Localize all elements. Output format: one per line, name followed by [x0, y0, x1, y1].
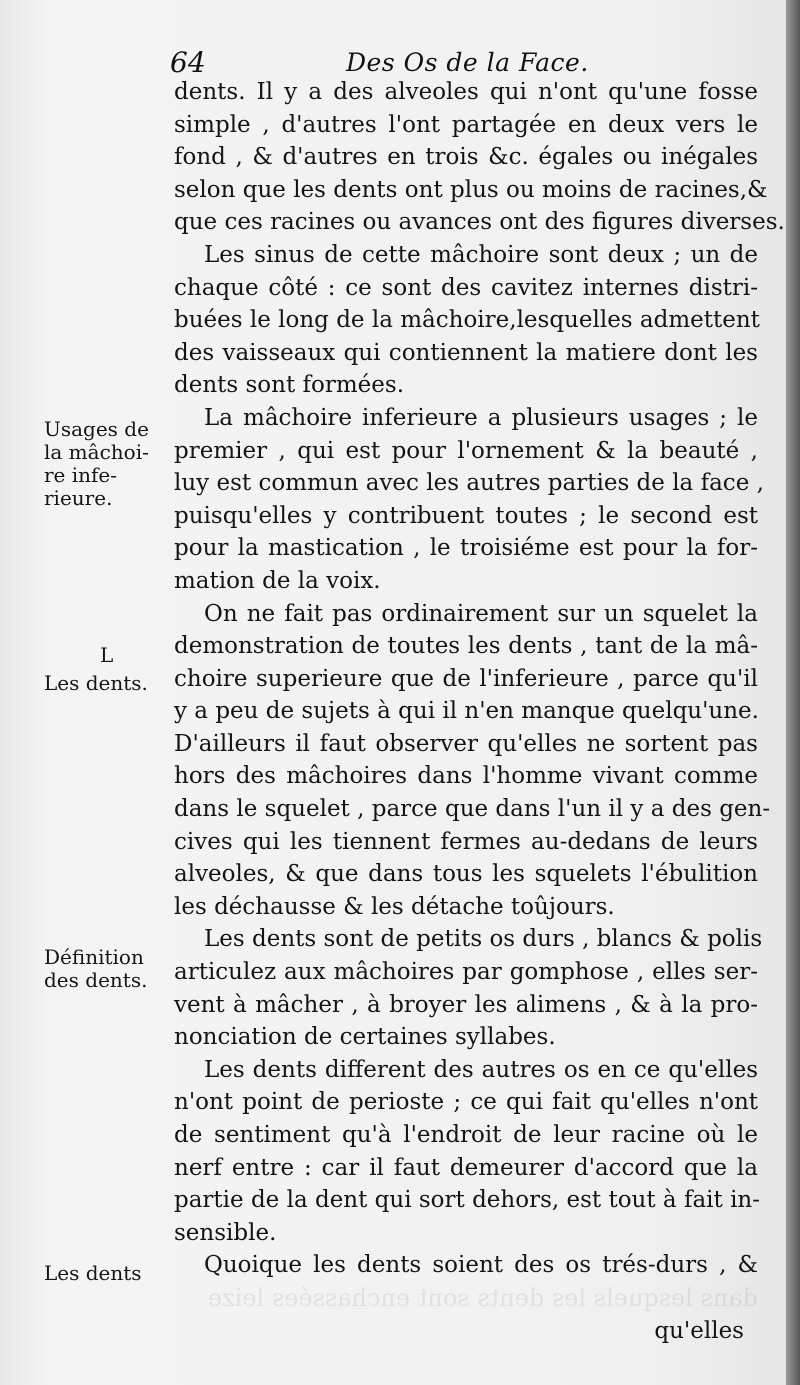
margin-note-line: rieure. [44, 486, 113, 510]
text-line: selon que les dents ont plus ou moins de racines,& [174, 176, 768, 203]
text-line: buées le long de la mâchoire,lesquelles admettent [174, 307, 760, 334]
catchword: qu'elles [654, 1318, 744, 1344]
margin-note-dents [44, 672, 166, 695]
text-line: Quoique les dents soient des os trés-durs , & [204, 1252, 758, 1279]
text-line: hors des mâchoires dans l'homme vivant comme [174, 763, 758, 790]
margin-note-number [100, 644, 140, 667]
text-line: choire superieure que de l'inferieure , parce qu'il [174, 665, 758, 692]
text-line: nerf entre : car il faut demeurer d'accord que la [174, 1154, 758, 1181]
text-line: fond , & d'autres en trois &c. égales ou inégales [174, 144, 758, 171]
margin-note-line: L [100, 643, 114, 667]
text-line: Les dents different des autres os en ce qu'elles [204, 1056, 758, 1083]
text-line: partie de la dent qui sort dehors, est tout à fait in- [174, 1187, 761, 1214]
margin-note-line: Définition [44, 945, 144, 969]
margin-note-line: Usages de [44, 417, 149, 441]
text-line: pour la mastication , le troisiéme est pour la for- [174, 535, 758, 562]
text-line: dans le squelet , parce que dans l'un il y a des gen- [174, 796, 771, 823]
running-title: Des Os de la Face. [346, 48, 589, 77]
margin-note-definition [44, 946, 166, 992]
text-line: La mâchoire inferieure a plusieurs usages ; le [204, 404, 758, 431]
text-line: cives qui les tiennent fermes au-dedans de leurs [174, 828, 758, 855]
text-line: Les dents sont de petits os durs , blancs & polis [204, 926, 763, 953]
text-line: puisqu'elles y contribuent toutes ; le second est [174, 502, 758, 529]
text-line: Les sinus de cette mâchoire sont deux ; un de [204, 241, 758, 268]
margin-note-line: Les dents. [44, 671, 148, 695]
page-number: 64 [170, 46, 206, 79]
margin-note-usages [44, 418, 166, 510]
text-line: de sentiment qu'à l'endroit de leur racine où le [174, 1122, 758, 1148]
text-line: alveoles, & que dans tous les squelets l'ébulition [174, 861, 758, 888]
margin-note-les-dents [44, 1262, 166, 1285]
text-line: n'ont point de perioste ; ce qui fait qu'elles n'ont [174, 1089, 758, 1116]
text-line: chaque côté : ce sont des cavitez internes distri- [174, 274, 758, 301]
margin-note-line: Les dents [44, 1261, 142, 1285]
text-line: dents. Il y a des alveoles qui n'ont qu'une fosse [174, 79, 758, 105]
text-line: luy est commun avec les autres parties de la face , [174, 470, 764, 497]
text-line: articulez aux mâchoires par gomphose , elles ser- [174, 959, 758, 986]
text-line: les déchausse & les détache toûjours. [174, 893, 615, 920]
text-line: D'ailleurs il faut observer qu'elles ne sortent pas [174, 730, 758, 757]
text-line: y a peu de sujets à qui il n'en manque quelqu'une. [174, 698, 759, 725]
text-line: On ne fait pas ordinairement sur un squelet la [204, 600, 758, 627]
page-edge-shadow [786, 0, 800, 1385]
text-line: simple , d'autres l'ont partagée en deux vers le [174, 111, 758, 138]
margin-note-line: des dents. [44, 968, 148, 992]
main-text [174, 76, 785, 1282]
bleed-through-text: dans lesquels les dents sont enchassées leize [207, 1284, 758, 1312]
text-line: des vaisseaux qui contiennent la matiere dont les [174, 339, 758, 366]
text-line: vent à mâcher , à broyer les alimens , & à la pro- [174, 991, 758, 1018]
text-line: mation de la voix. [174, 567, 381, 594]
text-line: dents sont formées. [174, 372, 405, 399]
margin-note-line: re infe- [44, 463, 118, 487]
margin-note-line: la mâchoi- [44, 440, 149, 464]
text-line: que ces racines ou avances ont des figures diverses. [174, 209, 785, 236]
text-line: sensible. [174, 1219, 277, 1246]
text-line: nonciation de certaines syllabes. [174, 1024, 556, 1051]
text-line: demonstration de toutes les dents , tant de la mâ- [174, 633, 758, 660]
text-line: premier , qui est pour l'ornement & la beauté , [174, 437, 758, 464]
